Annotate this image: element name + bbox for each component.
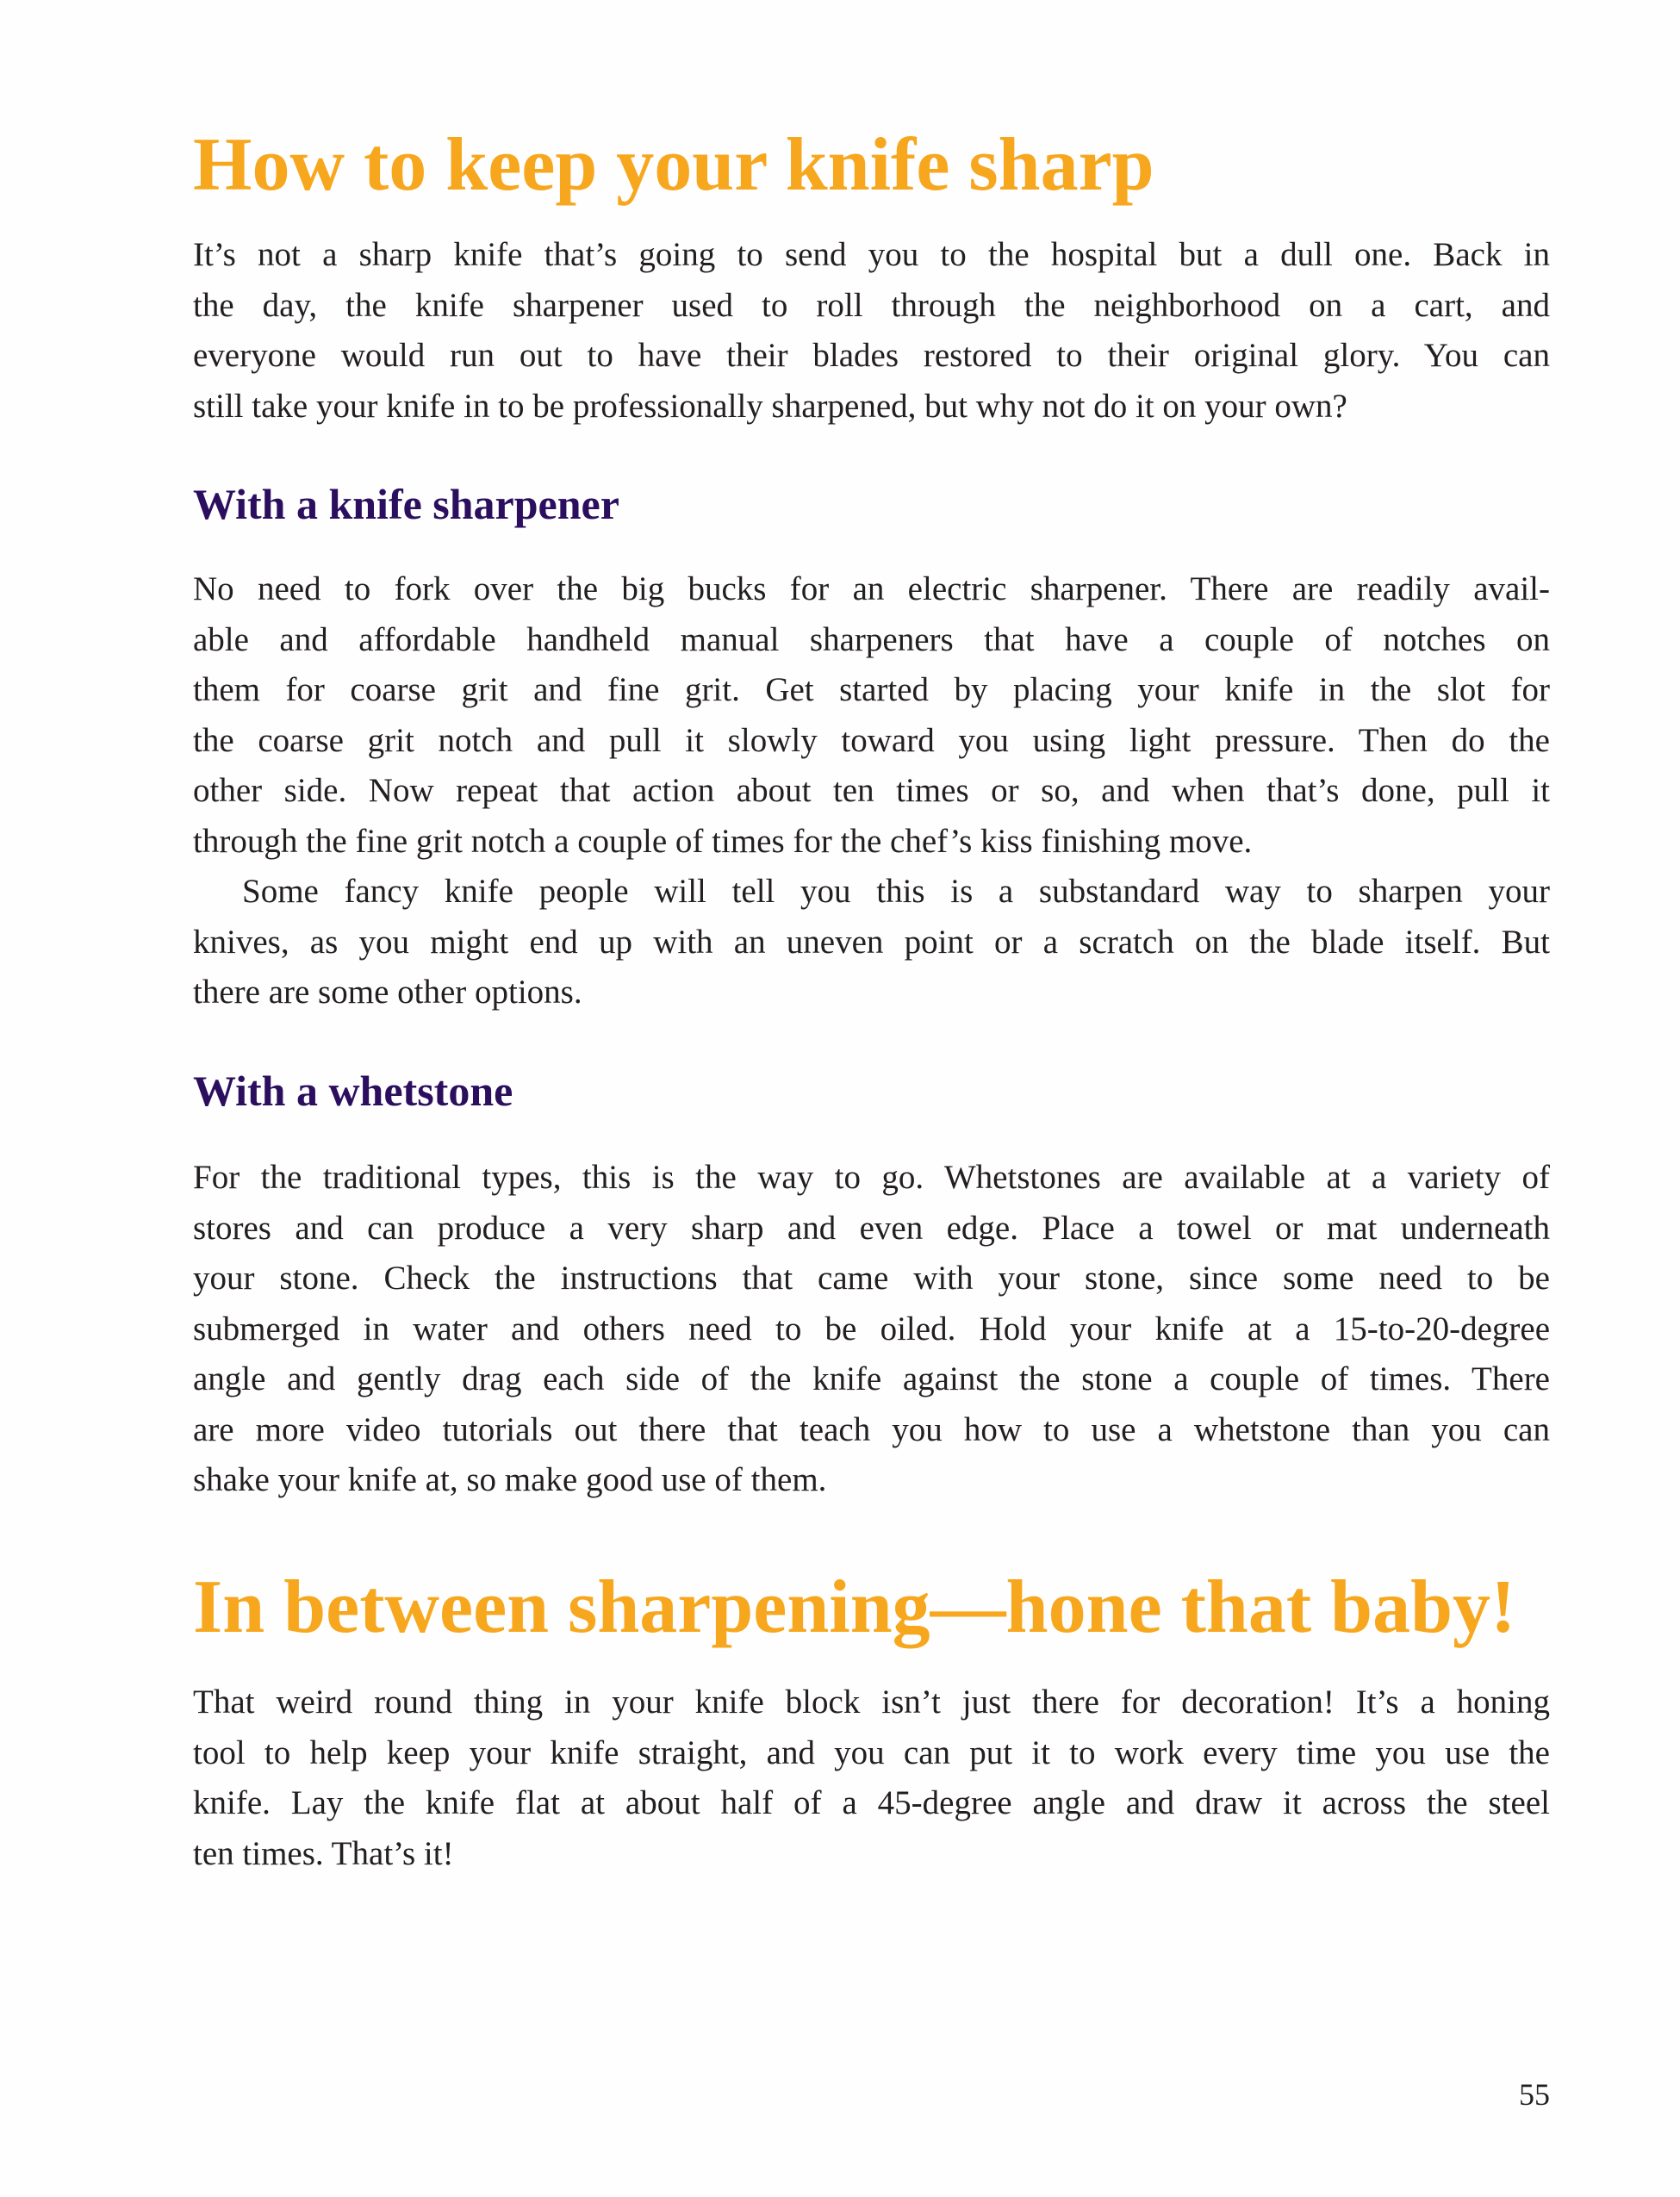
text-line: able and affordable handheld manual sharpeners that have a couple of notches on (193, 620, 1550, 658)
text-line: submerged in water and others need to be oiled. Hold your knife at a 15-to-20-degree (193, 1310, 1550, 1347)
text-line: through the fine grit notch a couple of times for the chef’s kiss finishing move. (193, 822, 1253, 860)
sharpener-paragraph-1 (193, 564, 1550, 867)
text-line: there are some other options. (193, 974, 582, 1011)
text-line: everyone would run out to have their blades restored to their original glory. You can (193, 337, 1550, 374)
subheading-knife-sharpener: With a knife sharpener (193, 480, 619, 528)
text-line: your stone. Check the instructions that came with your stone, since some need to be (193, 1260, 1550, 1297)
text-line: For the traditional types, this is the way to go. Whetstones are available at a variety of (193, 1159, 1550, 1196)
subheading-whetstone: With a whetstone (193, 1067, 513, 1115)
page-number: 55 (1519, 2077, 1550, 2112)
whetstone-paragraph (193, 1153, 1550, 1506)
sharpener-paragraph-2 (193, 867, 1550, 1018)
section-title-honing: In between sharpening—hone that baby! (193, 1565, 1516, 1649)
honing-paragraph (193, 1677, 1550, 1879)
text-line: It’s not a sharp knife that’s going to send you to the hospital but a dull one. Back in (193, 236, 1550, 273)
text-line: the coarse grit notch and pull it slowly toward you using light pressure. Then do the (193, 721, 1550, 759)
section-title-knife-sharp: How to keep your knife sharp (193, 123, 1154, 207)
text-line: other side. Now repeat that action about ten times or so, and when that’s done, pull it (193, 772, 1550, 809)
intro-paragraph (193, 230, 1550, 432)
text-line: ten times. That’s it! (193, 1834, 454, 1872)
text-line: the day, the knife sharpener used to roll through the neighborhood on a cart, and (193, 286, 1550, 324)
text-line: tool to help keep your knife straight, and you can put it to work every time you use the (193, 1733, 1550, 1771)
text-line: Some fancy knife people will tell you this is a substandard way to sharpen your (242, 873, 1550, 910)
text-line: That weird round thing in your knife block isn’t just there for decoration! It’s a honing (193, 1684, 1550, 1721)
text-line: them for coarse grit and fine grit. Get started by placing your knife in the slot for (193, 671, 1550, 708)
text-line: shake your knife at, so make good use of them. (193, 1461, 827, 1498)
text-line: angle and gently drag each side of the knife against the stone a couple of times. There (193, 1360, 1550, 1397)
text-line: still take your knife in to be professionally sharpened, but why not do it on your own? (193, 387, 1347, 425)
text-line: stores and can produce a very sharp and even edge. Place a towel or mat underneath (193, 1209, 1550, 1247)
text-line: knife. Lay the knife flat at about half of a 45-degree angle and draw it across the steel (193, 1784, 1550, 1821)
text-line: are more video tutorials out there that teach you how to use a whetstone than you can (193, 1410, 1550, 1448)
text-line: knives, as you might end up with an uneven point or a scratch on the blade itself. But (193, 923, 1550, 961)
text-line: No need to fork over the big bucks for an electric sharpener. There are readily avail- (193, 570, 1550, 607)
